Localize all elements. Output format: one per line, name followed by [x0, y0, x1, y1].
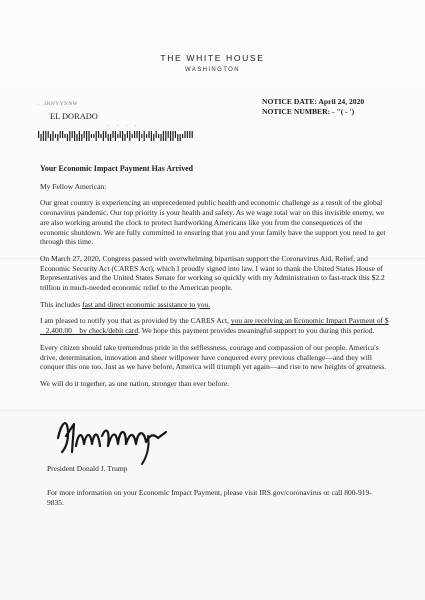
payment-amount: 2,400.00: [40, 326, 78, 336]
assistance-link: fast and direct economic assistance to you.: [82, 299, 211, 309]
salutation: My Fellow American:: [40, 181, 107, 191]
payment-method: by check/debit card: [77, 326, 139, 336]
paragraph-4-suffix: . We hope this payment provides meaningful support to you during this period.: [138, 326, 375, 336]
paragraph-1: Our great country is experiencing an unprecedented public health and economic challenge as a result of the global coronavirus pandemic. Our top priority is your health and safety. As we wage total war on this invisible enemy, we are also working around the clock to protect hardworking Americans like you from the consequences of the economic shutdown. We are fully committed to ensuring that you and your family have the support you need to get through this time.: [40, 198, 386, 247]
letter-heading: Your Economic Impact Payment Has Arrived: [40, 164, 194, 173]
letterhead: [0, 53, 425, 73]
notice-number-row: [262, 107, 364, 117]
recipient-address: [38, 101, 238, 141]
paragraph-2: On March 27, 2020, Congress passed with overwhelming bipartisan support the Coronavirus Aid, Relief, and Economic Security Act (CARES Act), which I proudly signed into law. I want to thank the United States House of Representatives and the United States Senate for working so quickly with my Administration to fast-track this $2.2 trillion in much-needed economic relief to the American people.: [40, 253, 385, 293]
paragraph-3: [40, 300, 390, 310]
payment-statement: you are receiving an Economic Impact Payment of $: [230, 316, 389, 326]
address-dots: . . . .: [108, 122, 140, 128]
notice-block: [262, 97, 364, 117]
signer-name: President Donald J. Trump: [47, 464, 128, 473]
notice-number-label: NOTICE NUMBER:: [262, 107, 331, 116]
barcode-icon: [38, 131, 196, 141]
notice-date-row: [262, 97, 364, 107]
letterhead-subtitle: WASHINGTON: [184, 67, 240, 73]
paragraph-3-prefix: This includes: [40, 299, 83, 309]
notice-date-value: April 24, 2020: [318, 97, 365, 106]
paragraph-5: Every citizen should take tremendous pride in the selflessness, courage and compassion of our people. America's drive, determination, innovation and sheer willpower have conquered every previous challenge—and they will conquer this one too. Just as we have before, America will triumph yet again—and rise to new heights of greatness.: [40, 342, 387, 372]
address-line-2: EL DORADO: [50, 112, 98, 121]
letterhead-title: THE WHITE HOUSE: [160, 53, 265, 63]
footer-text: For more information on your Economic Impact Payment, please visit IRS.gov/coronavirus or call 800-919-9835.: [47, 488, 372, 507]
signature-icon: [54, 408, 172, 468]
paragraph-6: We will do it together, as one nation, stronger than ever before.: [40, 378, 230, 388]
letter-body: [40, 164, 390, 396]
notice-date-label: NOTICE DATE:: [262, 97, 317, 106]
address-line-1: . .3RNYYNNW: [38, 101, 79, 107]
paragraph-4: [40, 316, 390, 335]
notice-number-value: - "( - '): [332, 107, 355, 116]
footer-info: [47, 488, 377, 507]
paragraph-4-prefix: I am pleased to notify you that as provided by the CARES Act,: [40, 316, 231, 326]
